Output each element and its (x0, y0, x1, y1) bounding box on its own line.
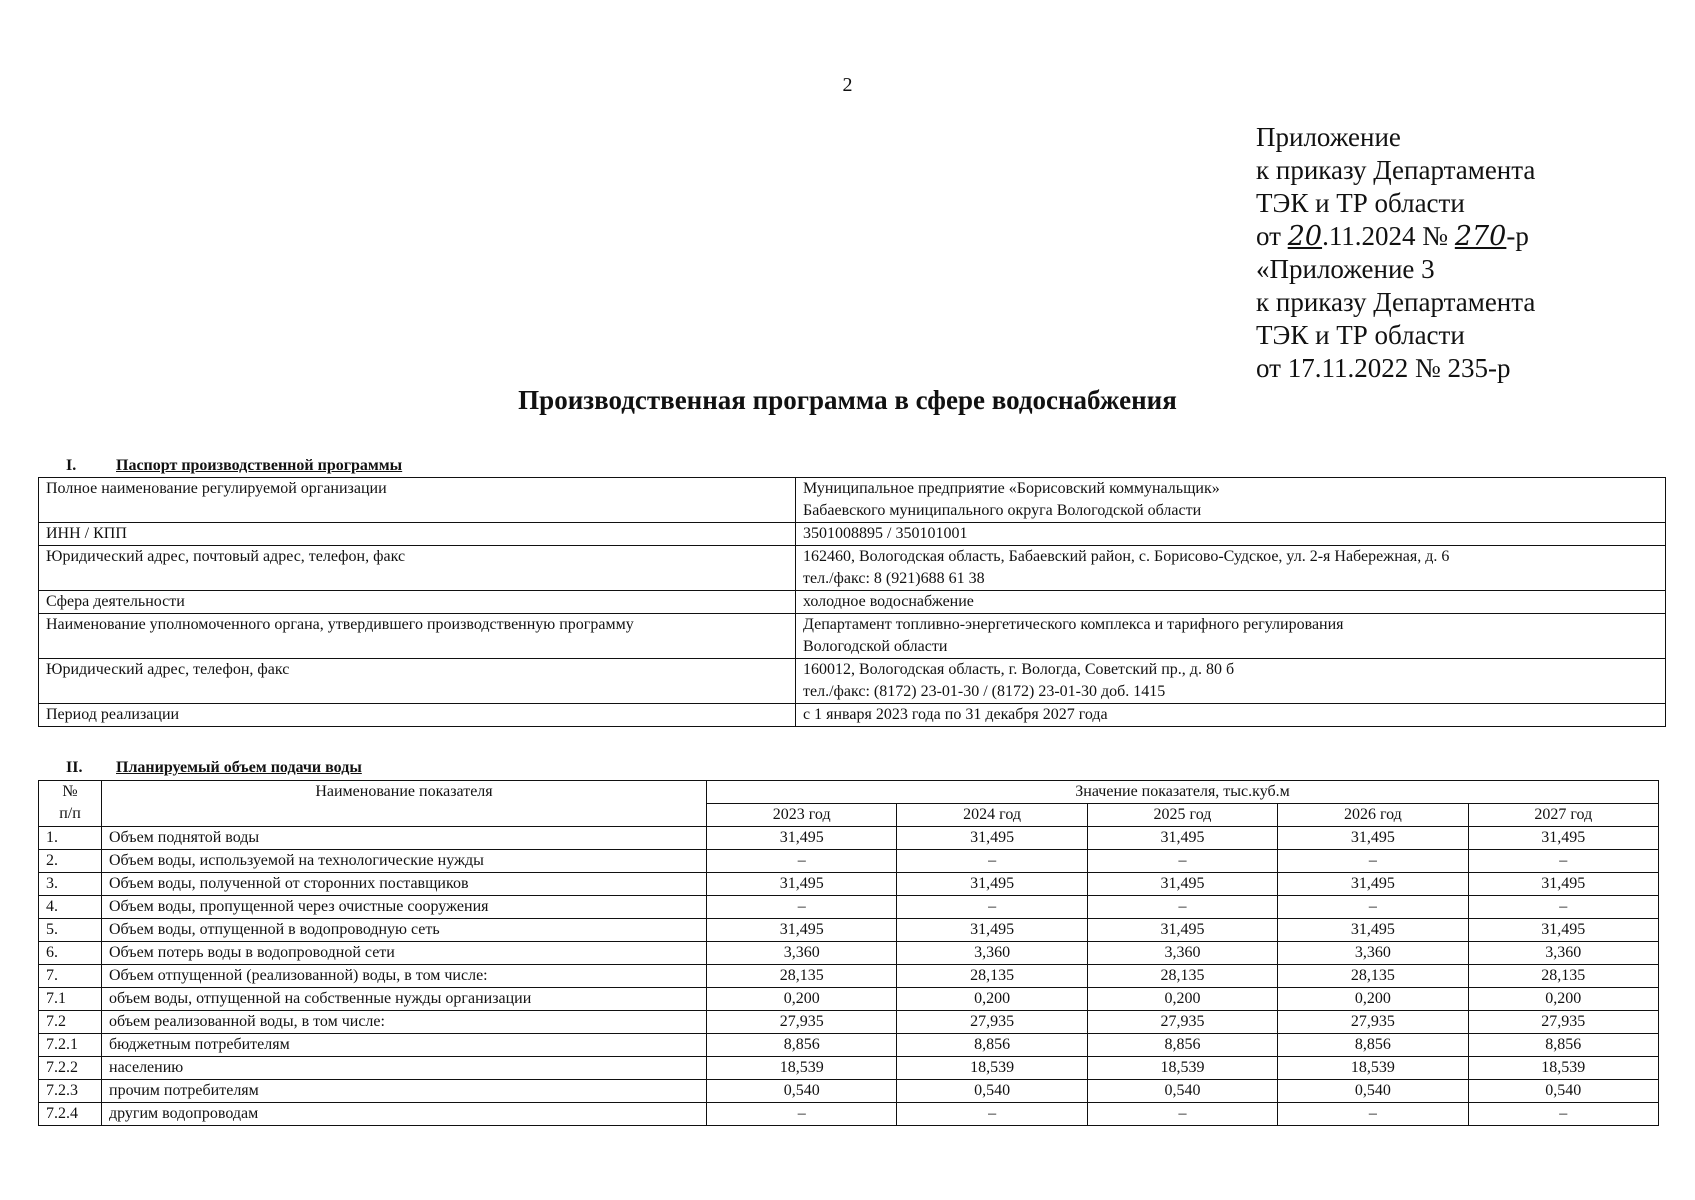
passport-label: ИНН / КПП (39, 523, 796, 546)
passport-table (38, 477, 1666, 727)
section-1-heading (66, 457, 402, 475)
indicator-value: – (1278, 1103, 1468, 1126)
passport-value-line: Бабаевского муниципального округа Вологодской области (803, 502, 1202, 519)
indicator-number: 7.2.3 (39, 1080, 102, 1103)
indicator-value: 31,495 (897, 827, 1087, 850)
indicator-value: 28,135 (897, 965, 1087, 988)
year-header: 2026 год (1278, 804, 1468, 827)
appendix-line: к приказу Департамента (1256, 287, 1536, 317)
appendix-line: к приказу Департамента (1256, 155, 1536, 185)
passport-value-line: 162460, Вологодская область, Бабаевский район, с. Борисово-Судское, ул. 2-я Набережная, д. 6 (803, 548, 1450, 565)
indicator-value: 27,935 (1087, 1011, 1277, 1034)
section-number: II. (66, 759, 83, 776)
appendix-line: от 17.11.2022 № 235-р (1256, 353, 1511, 383)
indicator-value: 8,856 (897, 1034, 1087, 1057)
passport-value-line: тел./факс: (8172) 23-01-30 / (8172) 23-01-30 доб. 1415 (803, 683, 1166, 700)
indicator-row (39, 1103, 1659, 1126)
passport-label: Полное наименование регулируемой организации (39, 478, 796, 523)
indicator-value: – (1278, 850, 1468, 873)
indicator-row (39, 919, 1659, 942)
passport-label: Юридический адрес, почтовый адрес, телефон, факс (39, 546, 796, 591)
indicator-value: 31,495 (707, 827, 897, 850)
passport-label: Сфера деятельности (39, 591, 796, 614)
indicator-value: 27,935 (1278, 1011, 1468, 1034)
indicator-value: 18,539 (1087, 1057, 1277, 1080)
indicator-row (39, 827, 1659, 850)
indicator-value: 31,495 (707, 873, 897, 896)
indicator-value: – (1468, 850, 1658, 873)
passport-row (39, 523, 1666, 546)
passport-value (796, 614, 1666, 659)
indicator-value: 0,200 (1087, 988, 1277, 1011)
passport-value-line: холодное водоснабжение (803, 593, 974, 610)
passport-value-line: Муниципальное предприятие «Борисовский коммунальщик» (803, 480, 1220, 497)
indicator-value: 18,539 (1468, 1057, 1658, 1080)
indicator-number: 1. (39, 827, 102, 850)
passport-value-line: Департамент топливно-энергетического комплекса и тарифного регулирования (803, 616, 1344, 633)
indicator-value: 28,135 (1468, 965, 1658, 988)
handwritten-order-number: 270 (1454, 221, 1507, 252)
indicator-value: 31,495 (1468, 827, 1658, 850)
order-date-rest: .11.2024 № (1322, 221, 1455, 251)
section-title: Планируемый объем подачи воды (116, 759, 362, 776)
passport-value (796, 546, 1666, 591)
indicator-value: 28,135 (1087, 965, 1277, 988)
indicator-value: 0,200 (1468, 988, 1658, 1011)
indicator-value: 31,495 (897, 873, 1087, 896)
indicator-row (39, 965, 1659, 988)
indicator-value: 31,495 (1278, 827, 1468, 850)
indicator-name: прочим потребителям (102, 1080, 707, 1103)
indicator-value: – (897, 1103, 1087, 1126)
section-number: I. (66, 457, 77, 474)
indicator-value: 3,360 (1468, 942, 1658, 965)
indicator-value: – (897, 896, 1087, 919)
handwritten-day: 20 (1287, 221, 1323, 252)
column-header-number (39, 781, 102, 827)
indicator-name: объем воды, отпущенной на собственные нужды организации (102, 988, 707, 1011)
indicator-value: – (707, 1103, 897, 1126)
appendix-block (1256, 121, 1535, 385)
indicator-value: 8,856 (1468, 1034, 1658, 1057)
passport-value (796, 523, 1666, 546)
indicator-number: 7.2 (39, 1011, 102, 1034)
indicator-value: – (1087, 896, 1277, 919)
indicator-value: – (1278, 896, 1468, 919)
indicator-number: 6. (39, 942, 102, 965)
passport-label: Юридический адрес, телефон, факс (39, 659, 796, 704)
indicator-value: – (1087, 850, 1277, 873)
indicator-name: Объем воды, используемой на технологические нужды (102, 850, 707, 873)
indicator-name: бюджетным потребителям (102, 1034, 707, 1057)
water-volume-table (38, 780, 1659, 1126)
indicator-name: Объем отпущенной (реализованной) воды, в том числе: (102, 965, 707, 988)
indicator-name: Объем воды, отпущенной в водопроводную сеть (102, 919, 707, 942)
indicator-value: 31,495 (707, 919, 897, 942)
indicator-value: – (1087, 1103, 1277, 1126)
indicator-value: 3,360 (1278, 942, 1468, 965)
order-suffix: -р (1506, 221, 1529, 251)
indicator-value: 31,495 (1087, 919, 1277, 942)
indicator-value: 0,540 (897, 1080, 1087, 1103)
year-header: 2024 год (897, 804, 1087, 827)
page-number: 2 (842, 74, 853, 96)
section-title: Паспорт производственной программы (116, 457, 403, 474)
indicator-value: 0,200 (1278, 988, 1468, 1011)
indicator-value: 0,540 (707, 1080, 897, 1103)
document-title: Производственная программа в сфере водоснабжения (518, 385, 1177, 415)
passport-value (796, 591, 1666, 614)
indicator-row (39, 896, 1659, 919)
indicator-row (39, 1057, 1659, 1080)
indicator-number: 2. (39, 850, 102, 873)
passport-value-line: Вологодской области (803, 638, 948, 655)
indicator-row (39, 1011, 1659, 1034)
indicator-value: 18,539 (707, 1057, 897, 1080)
passport-label: Период реализации (39, 704, 796, 727)
header-num-line2: п/п (59, 805, 81, 822)
indicator-number: 7.1 (39, 988, 102, 1011)
indicator-value: 3,360 (1087, 942, 1277, 965)
indicator-value: 18,539 (1278, 1057, 1468, 1080)
indicator-name: другим водопроводам (102, 1103, 707, 1126)
column-header-values: Значение показателя, тыс.куб.м (707, 781, 1659, 804)
indicator-number: 7.2.1 (39, 1034, 102, 1057)
indicator-value: 31,495 (1278, 919, 1468, 942)
indicator-value: 31,495 (1278, 873, 1468, 896)
column-header-name: Наименование показателя (102, 781, 707, 827)
passport-row (39, 478, 1666, 523)
indicator-value: 3,360 (897, 942, 1087, 965)
passport-value-line: 160012, Вологодская область, г. Вологда, Советский пр., д. 80 б (803, 661, 1235, 678)
indicator-value: 31,495 (1468, 873, 1658, 896)
indicator-value: – (1468, 1103, 1658, 1126)
indicator-value: 31,495 (897, 919, 1087, 942)
passport-value-line: тел./факс: 8 (921)688 61 38 (803, 570, 985, 587)
indicator-number: 4. (39, 896, 102, 919)
passport-value (796, 704, 1666, 727)
indicator-value: – (707, 896, 897, 919)
indicator-row (39, 988, 1659, 1011)
passport-value-line: с 1 января 2023 года по 31 декабря 2027 года (803, 706, 1108, 723)
year-header: 2023 год (707, 804, 897, 827)
indicator-row (39, 850, 1659, 873)
passport-row (39, 704, 1666, 727)
passport-row (39, 659, 1666, 704)
section-2-heading (66, 759, 362, 777)
order-prefix: от (1256, 221, 1288, 251)
indicator-value: 27,935 (707, 1011, 897, 1034)
indicator-row (39, 942, 1659, 965)
indicator-value: 27,935 (1468, 1011, 1658, 1034)
indicator-value: – (707, 850, 897, 873)
indicator-number: 7.2.4 (39, 1103, 102, 1126)
indicator-value: 0,540 (1278, 1080, 1468, 1103)
indicator-value: 8,856 (1087, 1034, 1277, 1057)
indicator-value: – (897, 850, 1087, 873)
indicator-name: Объем воды, пропущенной через очистные сооружения (102, 896, 707, 919)
appendix-line: Приложение (1256, 122, 1401, 152)
appendix-line: ТЭК и ТР области (1256, 320, 1465, 350)
indicator-number: 3. (39, 873, 102, 896)
indicator-value: 0,540 (1087, 1080, 1277, 1103)
indicator-value: – (1468, 896, 1658, 919)
indicator-name: объем реализованной воды, в том числе: (102, 1011, 707, 1034)
indicator-value: 8,856 (707, 1034, 897, 1057)
indicator-row (39, 1080, 1659, 1103)
indicator-name: Объем потерь воды в водопроводной сети (102, 942, 707, 965)
appendix-line: «Приложение 3 (1256, 254, 1435, 284)
indicator-value: 28,135 (1278, 965, 1468, 988)
year-header: 2027 год (1468, 804, 1658, 827)
order-reference (1256, 220, 1535, 253)
passport-row (39, 546, 1666, 591)
year-header: 2025 год (1087, 804, 1277, 827)
indicator-value: 31,495 (1468, 919, 1658, 942)
indicator-value: 31,495 (1087, 873, 1277, 896)
indicator-row (39, 873, 1659, 896)
indicator-row (39, 1034, 1659, 1057)
indicator-value: 28,135 (707, 965, 897, 988)
indicator-name: Объем поднятой воды (102, 827, 707, 850)
header-num-line1: № (62, 783, 78, 800)
passport-row (39, 614, 1666, 659)
passport-value (796, 659, 1666, 704)
indicator-value: 0,200 (707, 988, 897, 1011)
indicator-value: 31,495 (1087, 827, 1277, 850)
indicator-name: Объем воды, полученной от сторонних поставщиков (102, 873, 707, 896)
passport-value-line: 3501008895 / 350101001 (803, 525, 968, 542)
indicator-name: населению (102, 1057, 707, 1080)
indicator-number: 7. (39, 965, 102, 988)
passport-label: Наименование уполномоченного органа, утвердившего производственную программу (39, 614, 796, 659)
indicator-value: 8,856 (1278, 1034, 1468, 1057)
passport-value (796, 478, 1666, 523)
passport-row (39, 591, 1666, 614)
indicator-value: 0,540 (1468, 1080, 1658, 1103)
appendix-line: ТЭК и ТР области (1256, 188, 1465, 218)
indicator-number: 7.2.2 (39, 1057, 102, 1080)
indicator-value: 27,935 (897, 1011, 1087, 1034)
indicator-value: 0,200 (897, 988, 1087, 1011)
indicator-value: 18,539 (897, 1057, 1087, 1080)
indicator-value: 3,360 (707, 942, 897, 965)
indicator-number: 5. (39, 919, 102, 942)
